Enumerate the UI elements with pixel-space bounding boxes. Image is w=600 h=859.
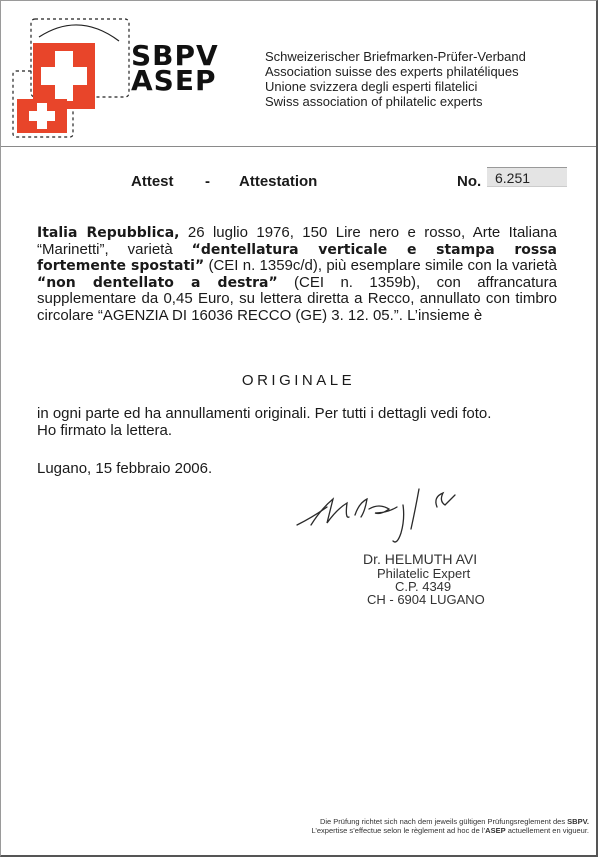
description-part-2: 26 luglio 1976, 150 Lire nero e rosso, Arte Italiana “Marinetti”, varietà <box>37 224 557 258</box>
footer-fr-text-2: actuellement en vigueur. <box>505 826 589 835</box>
attest-label: Attest <box>131 173 174 190</box>
place-date: Lugano, 15 febbraio 2006. <box>37 460 213 477</box>
certificate-number: 6.251 <box>487 167 567 187</box>
footer-de-text: Die Prüfung richtet sich nach dem jeweils gültigen Prüfungsreglement des <box>319 817 568 826</box>
description-variety-1: “dentellatura verticale e stampa rossa fortemente spostati” <box>37 241 557 274</box>
association-name-en: Swiss association of philatelic experts <box>265 94 483 109</box>
verdict-paragraph <box>37 406 557 439</box>
attestation-label: Attestation <box>239 173 318 190</box>
association-name-it: Unione svizzera degli esperti filatelici <box>265 79 478 94</box>
footer-fr-text-1: L’expertise s’effectue selon le règlement ad hoc de l’ <box>311 826 486 835</box>
expert-title: Philatelic Expert <box>377 566 471 581</box>
expert-po-box: C.P. 4349 <box>395 579 452 594</box>
handwritten-signature-icon <box>293 479 523 549</box>
association-name-fr: Association suisse des experts philatéliques <box>265 64 519 79</box>
expert-stamp <box>363 552 485 606</box>
footer-fr-bold: ASEP <box>485 826 506 835</box>
description-paragraph <box>37 225 557 324</box>
regulation-footer <box>259 817 589 835</box>
description-part-4: (CEI n. 1359c/d), più esemplare simile con la varietà <box>204 257 557 274</box>
verdict-line-1: in ogni parte ed ha annullamenti originali. Per tutti i dettagli vedi foto. <box>37 405 492 422</box>
association-names <box>265 49 526 109</box>
expert-name: Dr. HELMUTH AVI <box>363 551 478 567</box>
sbpv-logo-icon <box>9 13 135 143</box>
footer-de-bold: SBPV. <box>567 817 589 826</box>
attest-dash: - <box>205 173 210 190</box>
footer-line-de <box>259 817 589 826</box>
verdict-originale: ORIGINALE <box>241 372 356 389</box>
description-part-6: (CEI n. 1359b), con affrancatura supplementare da 0,45 Euro, su lettera diretta a Recco, annullato con timbro circolare “AGENZIA DI 16036 RECCO (GE) 3. 12. 05.”. L’insieme è <box>37 273 557 324</box>
description-variety-2: “non dentellato a destra” <box>37 274 278 291</box>
footer-line-fr <box>259 826 589 835</box>
brand-asep: ASEP <box>131 64 217 97</box>
expert-city: CH - 6904 LUGANO <box>367 592 485 607</box>
description-country: Italia Repubblica, <box>37 225 180 241</box>
brand-name <box>131 39 219 97</box>
header-divider <box>1 146 596 147</box>
letterhead <box>1 1 596 147</box>
verdict-line-2: Ho firmato la lettera. <box>37 421 173 439</box>
association-name-de: Schweizerischer Briefmarken-Prüfer-Verband <box>265 49 526 64</box>
number-label: No. <box>457 173 482 190</box>
brand-sbpv: SBPV <box>131 39 219 72</box>
